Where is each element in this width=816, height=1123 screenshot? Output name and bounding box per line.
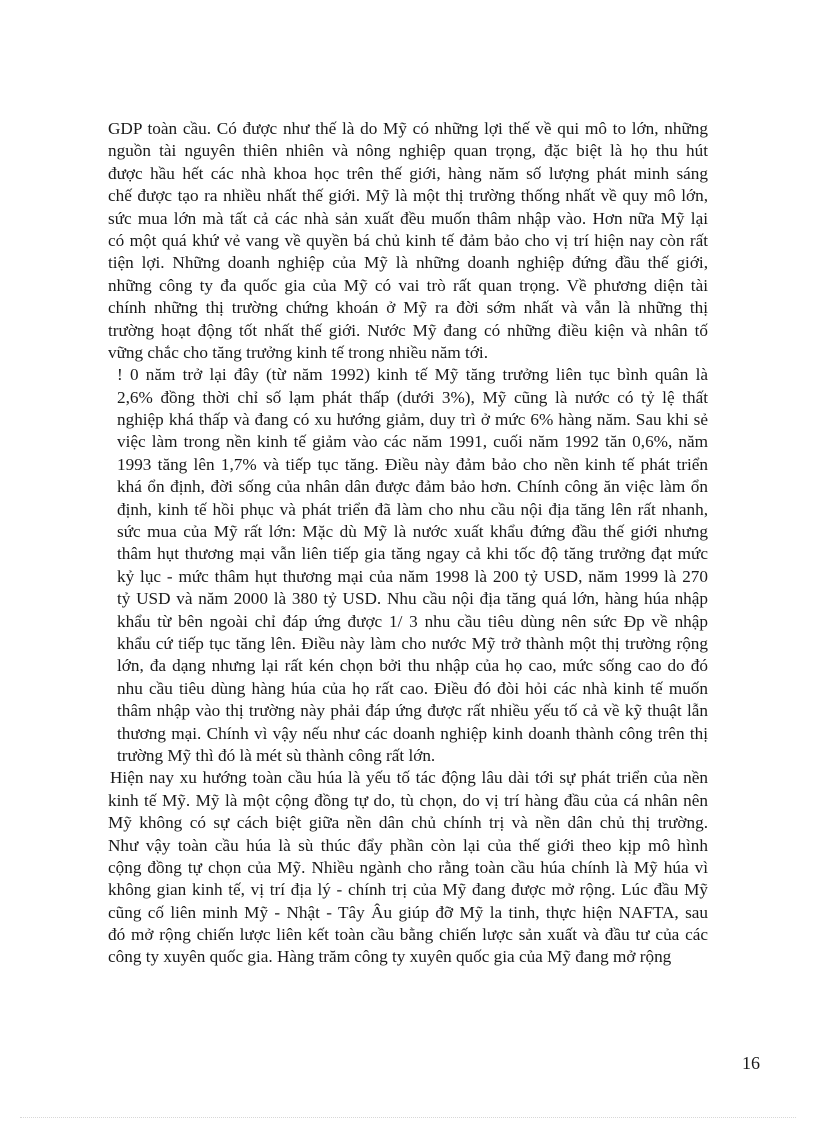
text-line: sức mua của Mỹ rất lớn: Mặc dù Mỹ là nước xuất khẩu đứng đầu thế giới nhưng [117, 522, 708, 542]
text-line: trường hoạt động tốt nhất thế giới. Nước Mỹ đang có những điều kiện và nhân tố [108, 320, 708, 340]
text-line: việc làm trong nền kinh tế giảm vào các năm 1991, cuối năm 1992 tăn 0,6%, năm [117, 432, 708, 452]
text-line: có một quá khứ vẻ vang về quyền bá chủ kinh tế đảm bảo cho vị trí hiện nay còn rất [108, 230, 708, 250]
text-line: định, kinh tế hồi phục và phát triển đã làm cho nhu cầu nội địa tăng lên rất nhanh, [117, 499, 708, 519]
text-line: sức mua lớn mà tất cả các nhà sản xuất đều muốn thâm nhập vào. Hơn nữa Mỹ lại [108, 208, 708, 228]
text-line: công ty xuyên quốc gia. Hàng trăm công ty xuyên quốc gia của Mỹ đang mở rộng [108, 947, 672, 967]
text-line: 1993 tăng lên 1,7% và tiếp tục tăng. Điều này đảm bảo cho nền kinh tế phát triển [117, 454, 708, 474]
text-line: tỷ USD và năm 2000 là 380 tỷ USD. Nhu cầu nội địa tăng quá lớn, hàng húa nhập [117, 589, 708, 609]
text-line: vững chắc cho tăng trưởng kinh tế trong nhiều năm tới. [108, 342, 488, 362]
text-line: thâm nhập vào thị trường này phải đáp ứng được rất nhiều yếu tố cả về kỹ thuật lẫn [117, 701, 708, 721]
text-line: GDP toàn cầu. Có được như thế là do Mỹ có những lợi thế về qui mô to lớn, những [108, 119, 708, 138]
text-line: nghiệp khá thấp và đang có xu hướng giảm, duy trì ở mức 6% hàng năm. Sau khi sẻ [117, 410, 708, 430]
text-line: chế được tạo ra nhiều nhất thế giới. Mỹ là một thị trường thống nhất về quy mô lớn, [108, 186, 708, 206]
text-line: khẩu từ bên ngoài chỉ đáp ứng được 1/ 3 nhu cầu tiêu dùng nên sức Đp về nhập [117, 611, 708, 631]
text-line: 2,6% đồng thời chỉ số lạm phát thấp (dưới 3%), Mỹ cũng là nước có tỷ lệ thất [117, 387, 708, 407]
text-line: lớn, đa dạng nhưng lại rất kén chọn bởi thu nhập của họ cao, mức sống cao do đó [117, 656, 708, 676]
text-line: Mỹ không có sự cách biệt giữa nền dân chủ chính trị và nền dân chủ thị trường. [108, 813, 708, 833]
text-line: chính những thị trường chứng khoán ở Mỹ ra đời sớm nhất và vẫn là những thị [108, 298, 708, 318]
text-line: được hầu hết các nhà khoa học trên thế giới, hàng năm số lượng phát minh sáng [108, 163, 708, 183]
text-line: tiện lợi. Những doanh nghiệp của Mỹ là những doanh nghiệp đứng đầu thế giới, [108, 253, 708, 273]
text-line: nhu cầu tiêu dùng hàng húa của họ rất cao. Điều đó đòi hỏi các nhà kinh tế muốn [117, 678, 708, 698]
text-line: thương mại. Chính vì vậy nếu như các doanh nghiệp kinh doanh thành công trên thị [117, 723, 708, 743]
text-line: ! 0 năm trở lại đây (từ năm 1992) kinh tế Mỹ tăng trưởng liên tục bình quân là [117, 365, 708, 385]
text-line: trường Mỹ thì đó là mét sù thành công rất lớn. [117, 745, 436, 765]
text-line: không gian kinh tế, vị trí địa lý - chính trị của Mỹ đang được mở rộng. Lúc đầu Mỹ [108, 880, 708, 900]
text-line: nguồn tài nguyên thiên nhiên và nông nghiệp quan trọng, đặc biệt là họ thu hút [108, 141, 708, 161]
text-line: Như vậy toàn cầu húa là sù thúc đẩy phần còn lại của thế giới theo kịp mô hình [108, 835, 708, 855]
text-line: đó mở rộng chiến lược liên kết toàn cầu bằng chiến lược sản xuất và đầu tư của các [108, 925, 708, 945]
text-line: thâm hụt thương mại vẫn liên tiếp gia tăng ngay cả khi tốc độ tăng trưởng đạt mức [117, 544, 708, 564]
text-line: những công ty đa quốc gia của Mỹ có vai trò rất quan trọng. Về phương diện tài [108, 275, 708, 295]
text-line: khẩu cứ tiếp tục tăng lên. Điều này làm cho nước Mỹ trở thành một thị trường rộng [117, 633, 708, 653]
page-number: 16 [742, 1053, 760, 1073]
page-bottom-divider [20, 1117, 796, 1118]
text-line: kỷ lục - mức thâm hụt thương mại của năm 1998 là 200 tỷ USD, năm 1999 là 270 [117, 566, 708, 586]
text-line: khá ổn định, đời sống của nhân dân được đảm bảo hơn. Chính công ăn việc làm ổn [117, 477, 708, 497]
text-line: cộng đồng tự chọn của Mỹ. Nhiều ngành cho rằng toàn cầu húa chính là Mỹ húa vì [108, 857, 708, 877]
text-line: Hiện nay xu hướng toàn cầu húa là yếu tố tác động lâu dài tới sự phát triển của nền [110, 768, 708, 788]
text-line: cũng cố liên minh Mỹ - Nhật - Tây Âu giúp đỡ Mỹ la tinh, thực hiện NAFTA, sau [108, 902, 708, 922]
text-line: kinh tế Mỹ. Mỹ là một cộng đồng tự do, tù chọn, do vị trí hàng đầu của cá nhân nên [108, 790, 708, 810]
body-text [108, 118, 708, 969]
